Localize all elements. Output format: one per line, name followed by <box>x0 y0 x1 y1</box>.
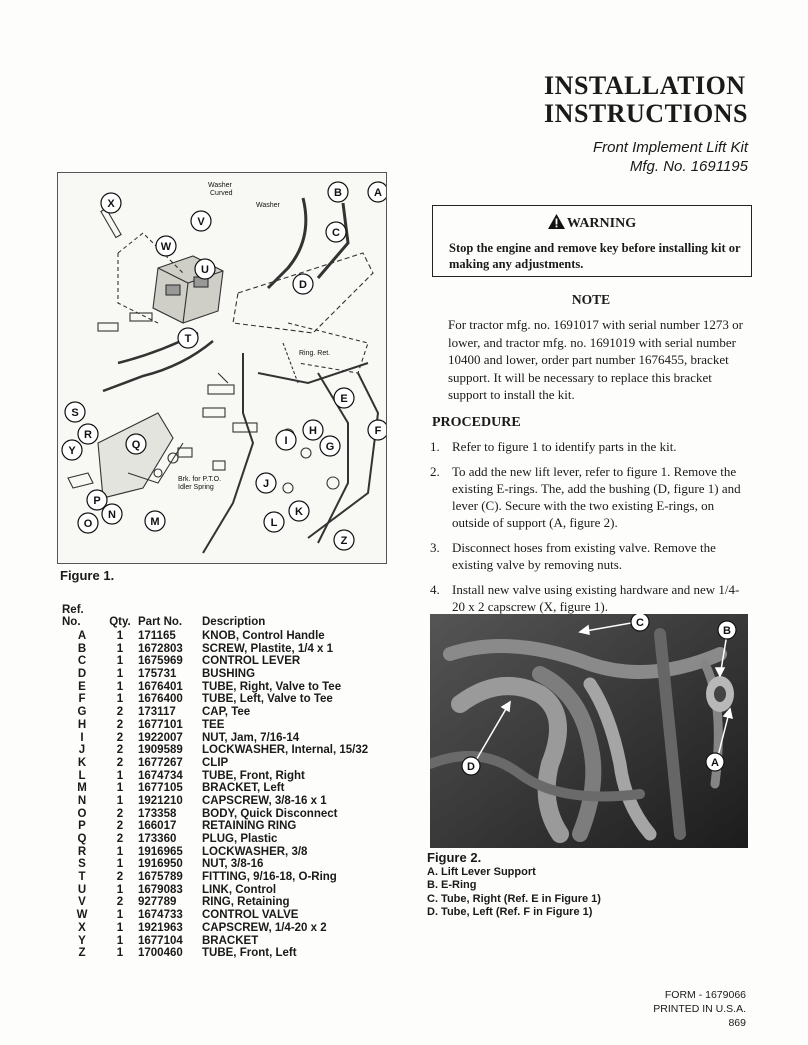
ref-no-header: Ref. No. <box>62 604 84 628</box>
ref-cell: F <box>78 693 86 706</box>
description-cell: LOCKWASHER, Internal, 15/32 <box>202 744 369 757</box>
part-no-cell: 1676400 <box>138 693 183 706</box>
qty-cell: 1 <box>116 934 124 947</box>
procedure-step <box>430 539 752 573</box>
table-row <box>62 833 422 846</box>
part-no-cell: 1675969 <box>138 655 183 668</box>
warning-heading: WARNING <box>433 214 751 232</box>
svg-text:A: A <box>374 187 382 199</box>
part-no-cell: 173358 <box>138 807 177 820</box>
step-number: 1. <box>430 439 440 454</box>
description-cell: CAPSCREW, 1/4-20 x 2 <box>202 921 327 934</box>
ref-cell: C <box>77 655 87 668</box>
part-no-cell: 1675789 <box>138 871 183 884</box>
part-no-header: Part No. <box>138 616 183 628</box>
ref-cell: Y <box>78 934 86 947</box>
svg-text:D: D <box>467 761 475 773</box>
svg-text:H: H <box>309 425 317 437</box>
description-cell: CAPSCREW, 3/8-16 x 1 <box>202 794 327 807</box>
description-cell: TUBE, Front, Right <box>202 769 305 782</box>
callout-m <box>145 511 165 531</box>
description-cell: CONTROL VALVE <box>202 909 299 922</box>
description-cell: RETAINING RING <box>202 820 297 833</box>
svg-text:M: M <box>150 516 160 528</box>
qty-cell: 1 <box>116 858 124 871</box>
svg-text:L: L <box>270 517 278 529</box>
svg-text:F: F <box>374 425 382 437</box>
callout-p <box>87 490 107 510</box>
exploded-parts-drawing <box>58 173 386 563</box>
ref-cell: J <box>78 744 86 757</box>
callout-d <box>293 274 313 294</box>
description-cell: TUBE, Right, Valve to Tee <box>202 680 342 693</box>
description-cell: NUT, Jam, 7/16-14 <box>202 731 300 744</box>
callout-e <box>334 388 354 408</box>
step-text: To add the new lift lever, refer to figure 1. Remove the existing E-rings. The, add the bushing (D, figure 1) and lever (C). Secure with the two existing E-rings, on outside of support (A, figure 2). <box>452 464 741 530</box>
part-no-cell: 1909589 <box>138 744 183 757</box>
callout-c <box>326 222 346 242</box>
ref-cell: G <box>77 706 87 719</box>
callout-u <box>195 259 215 279</box>
description-cell: CONTROL LEVER <box>202 655 301 668</box>
ref-cell: I <box>80 731 84 744</box>
qty-cell: 2 <box>116 833 124 845</box>
part-no-cell: 173360 <box>138 833 177 845</box>
mfg-number: Mfg. No. 1691195 <box>629 158 748 175</box>
ref-cell: E <box>78 680 86 693</box>
step-number: 3. <box>430 540 440 555</box>
callout-h <box>303 420 323 440</box>
installation-photo <box>430 614 748 848</box>
callout-g <box>320 436 340 456</box>
part-no-cell: 1677105 <box>138 782 183 795</box>
description-cell: LINK, Control <box>202 883 277 896</box>
qty-cell: 1 <box>116 642 124 655</box>
svg-text:V: V <box>197 216 205 228</box>
table-row <box>62 744 422 757</box>
warning-box <box>432 205 752 277</box>
procedure-step <box>430 463 752 531</box>
step-text: Install new valve using existing hardware and new 1/4-20 x 2 capscrew (X, figure 1). <box>452 582 740 614</box>
qty-cell: 1 <box>116 883 124 896</box>
svg-text:X: X <box>107 198 115 210</box>
part-no-cell: 1921210 <box>138 794 183 807</box>
callout-v <box>191 211 211 231</box>
callout-s <box>65 402 85 422</box>
description-cell: SCREW, Plastite, 1/4 x 1 <box>202 642 334 655</box>
step-number: 2. <box>430 464 440 479</box>
description-cell: TUBE, Left, Valve to Tee <box>202 693 333 706</box>
svg-text:W: W <box>160 241 172 253</box>
svg-text:U: U <box>201 264 209 276</box>
svg-text:D: D <box>299 279 307 291</box>
legend-item: A. Lift Lever Support <box>427 866 536 878</box>
footer <box>653 988 746 1030</box>
procedure-heading: PROCEDURE <box>432 415 521 430</box>
description-cell: BRACKET <box>202 934 259 947</box>
qty-header: Qty. <box>109 616 131 628</box>
callout-y <box>62 440 82 460</box>
ref-cell: H <box>77 718 87 731</box>
svg-text:E: E <box>340 393 348 405</box>
procedure-step <box>430 581 752 615</box>
description-header: Description <box>202 616 266 628</box>
part-no-cell: 1677101 <box>138 718 183 731</box>
brk-pto-label: Brk. for P.T.O. <box>178 476 222 483</box>
qty-cell: 1 <box>116 947 124 960</box>
table-row <box>62 884 422 897</box>
svg-text:T: T <box>184 333 192 345</box>
description-cell: BUSHING <box>202 668 256 681</box>
callout-o <box>78 513 98 533</box>
qty-cell: 1 <box>116 655 124 668</box>
part-no-cell: 1674733 <box>138 909 183 922</box>
title-line-1: INSTALLATION <box>544 71 746 100</box>
legend-item: B. E-Ring <box>427 879 477 892</box>
svg-text:O: O <box>83 518 93 530</box>
print-code: 869 <box>728 1017 746 1029</box>
parts-table-body <box>62 630 422 960</box>
ref-cell: Q <box>77 833 87 845</box>
document-subtitle <box>593 138 748 176</box>
note-heading: NOTE <box>571 292 611 307</box>
description-cell: TUBE, Front, Left <box>202 947 297 960</box>
callout-i <box>276 430 296 450</box>
callout-z <box>334 530 354 550</box>
ref-cell: U <box>77 883 87 896</box>
part-no-cell: 927789 <box>138 896 177 909</box>
svg-text:K: K <box>295 506 303 518</box>
svg-text:I: I <box>284 435 288 447</box>
part-no-cell: 1921963 <box>138 921 183 934</box>
callout-j <box>256 473 276 493</box>
qty-cell: 1 <box>116 921 124 934</box>
description-cell: PLUG, Plastic <box>202 833 278 845</box>
svg-text:Z: Z <box>340 535 348 547</box>
part-no-cell: 175731 <box>138 668 177 681</box>
washer-label: Washer <box>256 202 280 209</box>
svg-text:Y: Y <box>68 445 76 457</box>
figure-2-legend <box>427 866 601 919</box>
svg-text:N: N <box>108 509 116 521</box>
svg-text:G: G <box>325 441 335 453</box>
callout-d <box>462 757 480 775</box>
part-no-cell: 1679083 <box>138 883 183 896</box>
callout-k <box>289 501 309 521</box>
idler-spring-label: Idler Spring <box>178 484 214 491</box>
description-cell: CLIP <box>202 756 229 769</box>
table-row <box>62 846 422 859</box>
svg-text:C: C <box>636 617 644 629</box>
figure-1-caption: Figure 1. <box>60 568 115 583</box>
qty-cell: 2 <box>116 718 124 731</box>
table-row <box>62 668 422 681</box>
note-text: For tractor mfg. no. 1691017 with serial number 1273 or lower, and tractor mfg. no. 1691019 with serial number 10400 and lower, order part number 1676455, bracket support. It will be necessary to replace this bracket support to install the kit. <box>448 317 743 402</box>
procedure-steps <box>430 438 752 623</box>
title-line-2: INSTRUCTIONS <box>544 99 748 128</box>
ref-cell: X <box>78 921 86 934</box>
description-cell: BRACKET, Left <box>202 782 285 795</box>
qty-cell: 1 <box>116 680 124 693</box>
ref-cell: B <box>77 642 87 655</box>
table-row <box>62 782 422 795</box>
ref-cell: O <box>77 807 87 820</box>
table-row <box>62 896 422 909</box>
qty-cell: 1 <box>116 909 124 922</box>
qty-cell: 1 <box>116 630 124 642</box>
callout-a <box>706 753 724 771</box>
ref-cell: R <box>77 845 87 858</box>
qty-cell: 2 <box>116 807 124 820</box>
table-row <box>62 757 422 770</box>
table-row <box>62 770 422 783</box>
figure-2-photo <box>430 614 748 848</box>
description-cell: TEE <box>202 718 225 731</box>
qty-cell: 2 <box>116 896 124 909</box>
svg-text:A: A <box>711 757 719 769</box>
ref-cell: W <box>76 909 88 922</box>
legend-item: C. Tube, Right (Ref. E in Figure 1) <box>427 892 601 905</box>
part-no-cell: 1922007 <box>138 731 183 744</box>
ref-cell: T <box>78 871 86 884</box>
svg-text:P: P <box>93 495 101 507</box>
description-cell: LOCKWASHER, 3/8 <box>202 845 308 858</box>
svg-text:Q: Q <box>131 439 141 451</box>
qty-cell: 2 <box>116 820 124 833</box>
callout-l <box>264 512 284 532</box>
part-no-cell: 1674734 <box>138 769 183 782</box>
part-no-cell: 1916965 <box>138 845 183 858</box>
svg-text:B: B <box>334 187 342 199</box>
part-no-cell: 171165 <box>138 630 176 642</box>
description-cell: CAP, Tee <box>202 706 251 719</box>
callout-c <box>631 614 649 631</box>
table-row <box>62 655 422 668</box>
qty-cell: 1 <box>116 668 124 681</box>
part-no-cell: 1677267 <box>138 756 183 769</box>
warning-triangle-icon <box>548 214 565 229</box>
table-row <box>62 643 422 656</box>
callout-x <box>101 193 121 213</box>
printed-in: PRINTED IN U.S.A. <box>653 1003 746 1015</box>
kit-name: Front Implement Lift Kit <box>592 139 748 156</box>
callout-b <box>328 182 348 202</box>
callout-b <box>718 621 736 639</box>
table-row <box>62 858 422 871</box>
ring-ret-label: Ring. Ret. <box>299 350 331 357</box>
warning-text: Stop the engine and remove key before installing kit or making any adjustments. <box>449 241 741 271</box>
parts-table <box>62 604 422 960</box>
table-row <box>62 732 422 745</box>
table-row <box>62 693 422 706</box>
legend-item: D. Tube, Left (Ref. F in Figure 1) <box>427 905 593 918</box>
qty-cell: 1 <box>116 693 124 706</box>
svg-text:C: C <box>332 227 340 239</box>
table-row <box>62 808 422 821</box>
description-cell: BODY, Quick Disconnect <box>202 807 338 820</box>
form-number: FORM - 1679066 <box>664 989 746 1001</box>
ref-cell: N <box>77 794 87 807</box>
part-no-cell: 166017 <box>138 820 177 833</box>
step-text: Disconnect hoses from existing valve. Remove the existing valve by removing nuts. <box>452 540 716 572</box>
ref-cell: V <box>78 896 86 909</box>
qty-cell: 1 <box>116 794 124 807</box>
document-title <box>544 72 748 128</box>
description-cell: KNOB, Control Handle <box>202 630 325 642</box>
ref-cell: S <box>78 858 86 871</box>
table-row <box>62 947 422 960</box>
qty-cell: 2 <box>116 731 124 744</box>
table-row <box>62 681 422 694</box>
table-row <box>62 795 422 808</box>
qty-cell: 1 <box>116 782 124 795</box>
procedure-step <box>430 438 752 455</box>
svg-text:S: S <box>71 407 79 419</box>
qty-cell: 2 <box>116 744 124 757</box>
ref-cell: L <box>78 769 86 782</box>
ref-cell: Z <box>78 947 86 960</box>
description-cell: RING, Retaining <box>202 896 290 909</box>
part-no-cell: 173117 <box>138 706 176 719</box>
callout-a <box>368 182 386 202</box>
figure-1-diagram <box>57 172 387 564</box>
washer-curved-label: Washer <box>208 182 232 189</box>
table-row <box>62 820 422 833</box>
callout-n <box>102 504 122 524</box>
parts-table-header <box>62 604 422 628</box>
step-text: Refer to figure 1 to identify parts in the kit. <box>452 439 677 454</box>
table-row <box>62 922 422 935</box>
svg-text:B: B <box>723 625 731 637</box>
table-row <box>62 630 422 643</box>
part-no-cell: 1676401 <box>138 680 183 693</box>
qty-cell: 2 <box>116 756 124 769</box>
ref-cell: A <box>77 630 87 642</box>
table-row <box>62 706 422 719</box>
ref-cell: K <box>77 756 87 769</box>
qty-cell: 2 <box>116 706 124 719</box>
part-no-cell: 1677104 <box>138 934 183 947</box>
ref-cell: M <box>77 782 87 795</box>
ref-cell: D <box>77 668 87 681</box>
qty-cell: 1 <box>116 845 124 858</box>
figure-2-caption: Figure 2. <box>427 850 482 865</box>
callout-q <box>126 434 146 454</box>
callout-f <box>368 420 386 440</box>
callout-r <box>78 424 98 444</box>
part-no-cell: 1916950 <box>138 858 183 871</box>
table-row <box>62 871 422 884</box>
description-cell: FITTING, 9/16-18, O-Ring <box>202 871 337 884</box>
ref-cell: P <box>78 820 86 833</box>
qty-cell: 1 <box>116 769 124 782</box>
step-number: 4. <box>430 582 440 597</box>
callout-w <box>156 236 176 256</box>
svg-text:R: R <box>84 429 92 441</box>
table-row <box>62 719 422 732</box>
washer-curved-label-2: Curved <box>210 190 233 197</box>
qty-cell: 2 <box>116 871 124 884</box>
table-row <box>62 935 422 948</box>
part-no-cell: 1700460 <box>138 947 183 960</box>
callout-t <box>178 328 198 348</box>
part-no-cell: 1672803 <box>138 642 183 655</box>
table-row <box>62 909 422 922</box>
svg-text:J: J <box>262 478 270 490</box>
description-cell: NUT, 3/8-16 <box>202 858 264 871</box>
